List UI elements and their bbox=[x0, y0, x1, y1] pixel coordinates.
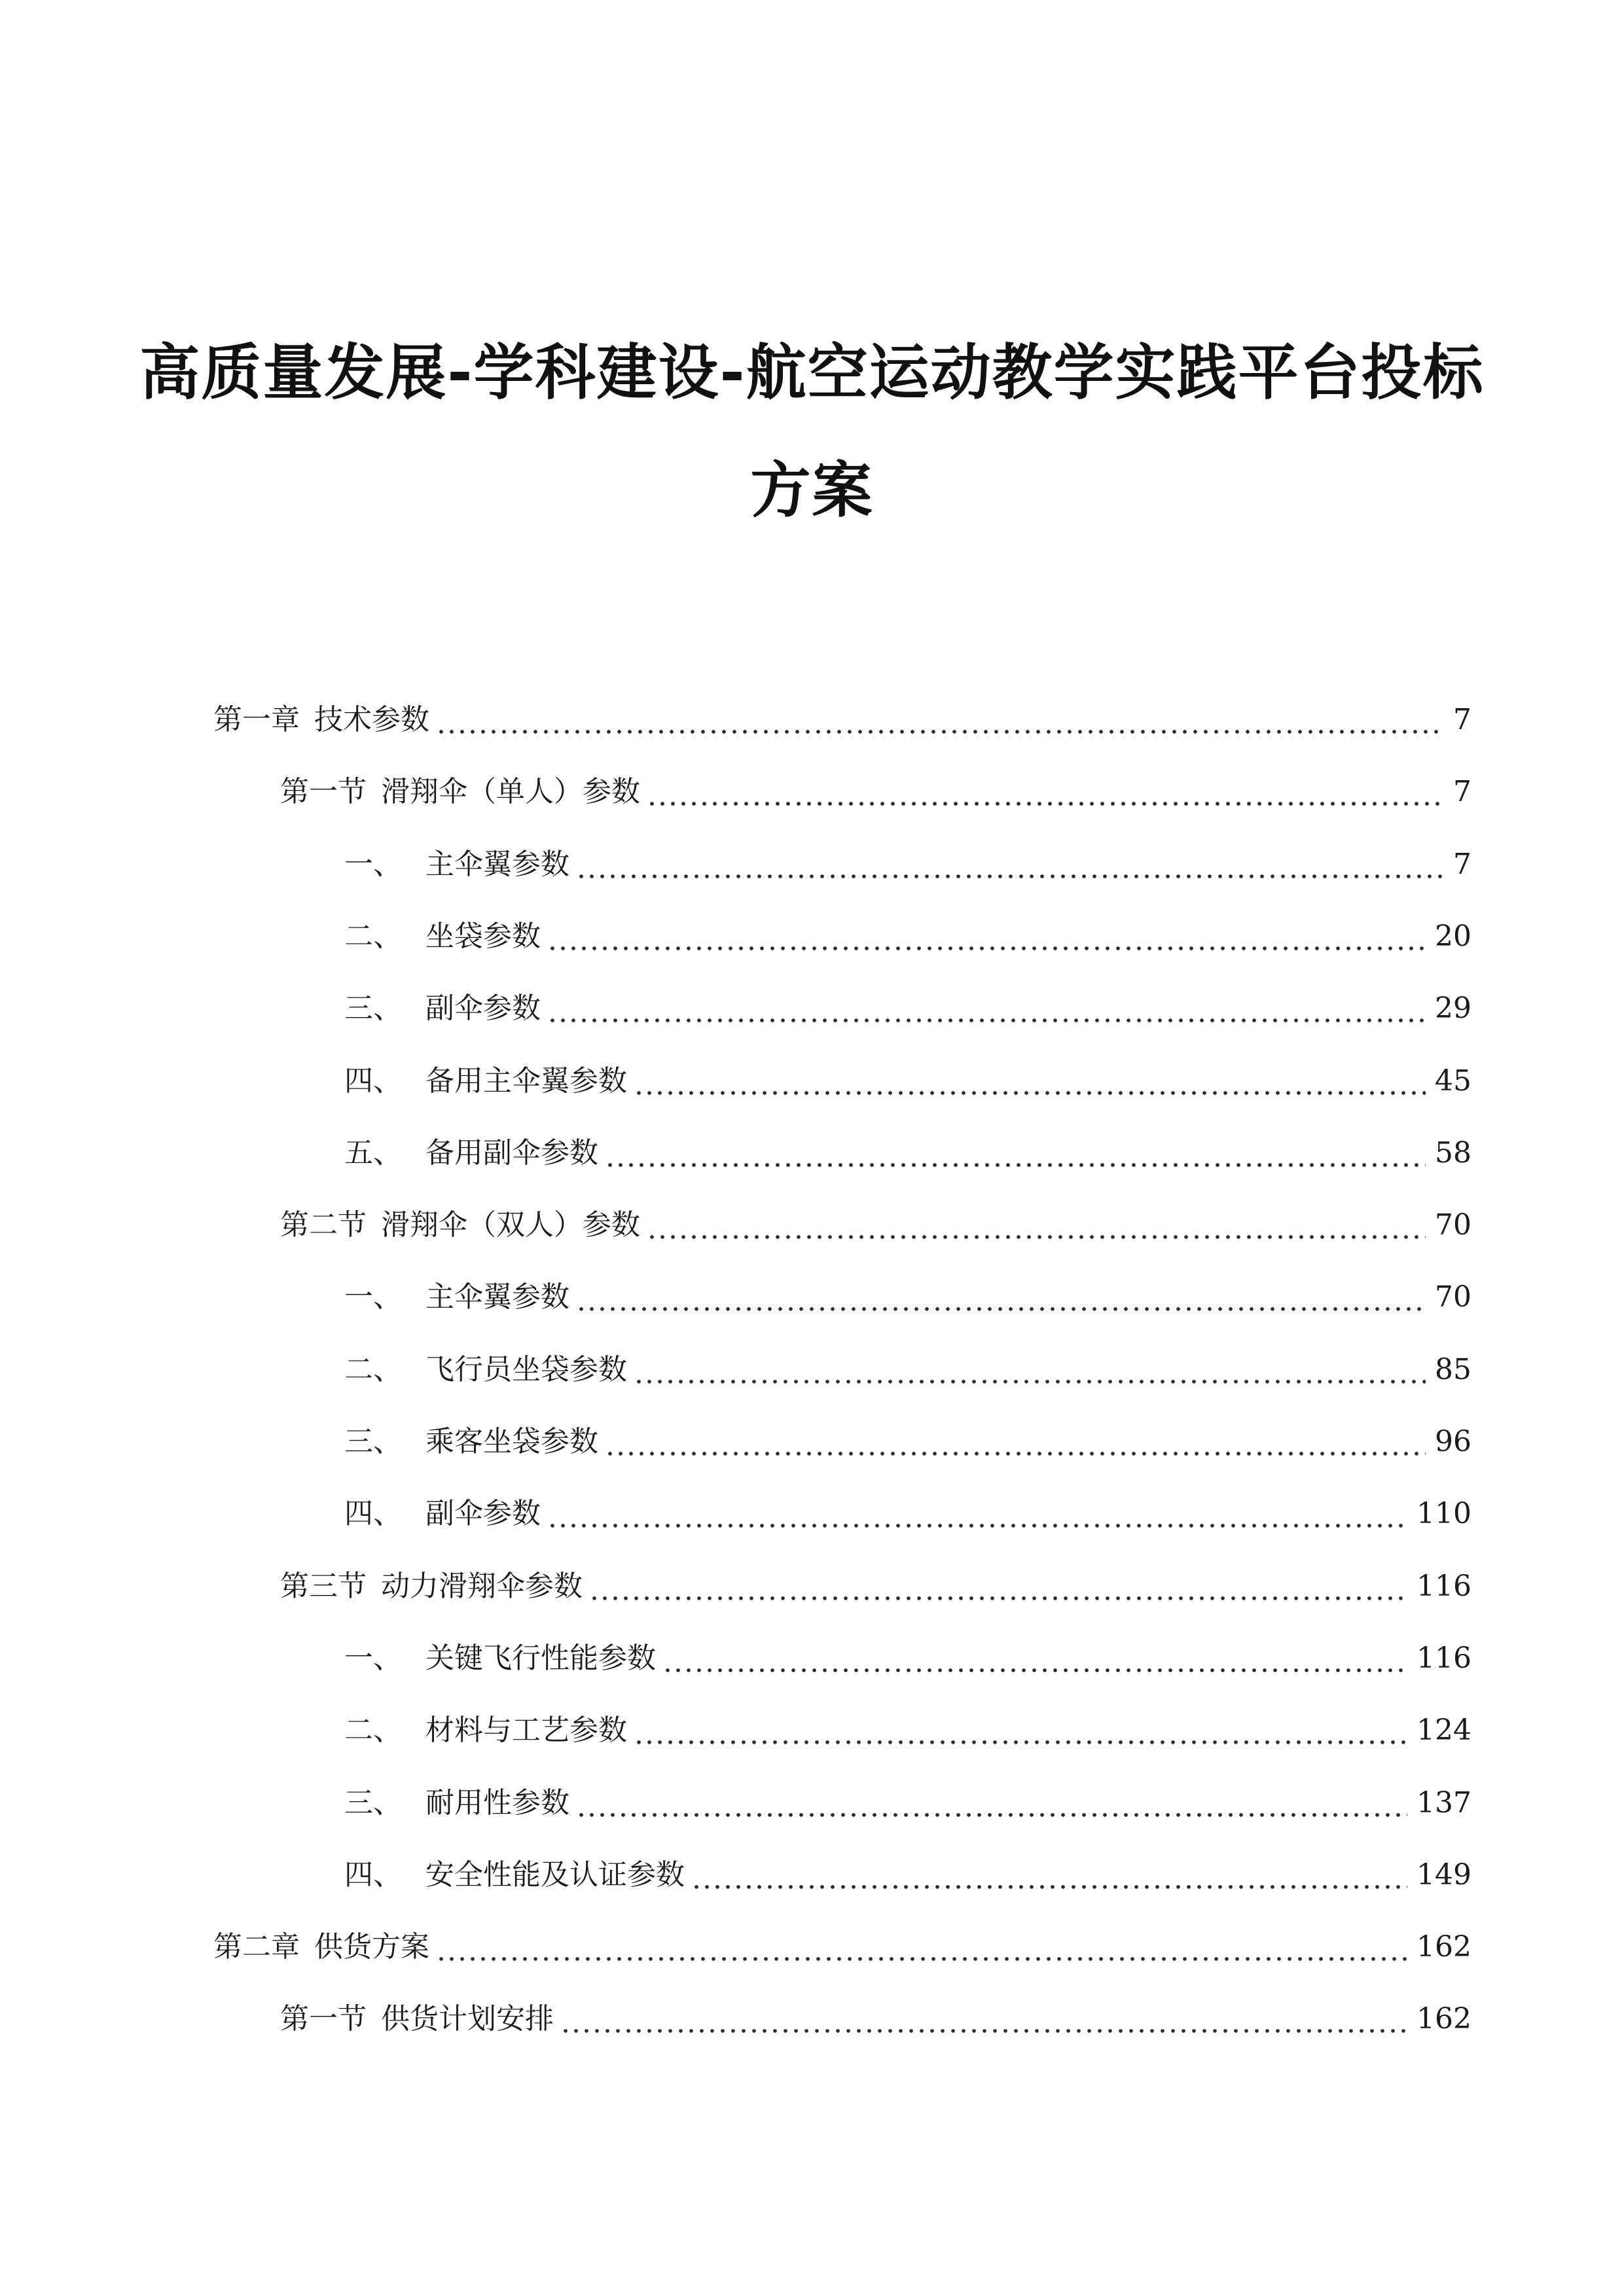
toc-entry[interactable] bbox=[344, 1632, 1471, 1685]
toc-entry[interactable] bbox=[344, 1704, 1471, 1757]
toc-entry-label bbox=[344, 1777, 569, 1829]
toc-entry-label bbox=[344, 1704, 627, 1757]
toc-page-number: 20 bbox=[1435, 919, 1471, 953]
toc-entry-number: 一、 bbox=[344, 1280, 402, 1314]
toc-page-number: 124 bbox=[1416, 1713, 1471, 1748]
toc-entry-label bbox=[280, 1199, 640, 1251]
toc-dot-leader bbox=[634, 1067, 1426, 1096]
toc-entry-number: 三、 bbox=[344, 1785, 402, 1820]
toc-entry-text: 动力滑翔伞参数 bbox=[381, 1569, 583, 1603]
toc-page-number: 162 bbox=[1416, 1930, 1471, 1964]
toc-entry-number: 第二章 bbox=[213, 1930, 300, 1964]
toc-dot-leader bbox=[691, 1861, 1407, 1890]
toc-entry[interactable] bbox=[280, 1993, 1471, 2045]
toc-entry[interactable] bbox=[344, 1271, 1471, 1323]
toc-entry[interactable] bbox=[344, 1849, 1471, 1901]
toc-entry-number: 一、 bbox=[344, 1641, 402, 1675]
toc-entry-number: 三、 bbox=[344, 992, 402, 1026]
toc-entry-text: 副伞参数 bbox=[425, 1497, 541, 1531]
toc-entry-label bbox=[280, 766, 640, 818]
toc-entry-text: 飞行员坐袋参数 bbox=[425, 1352, 627, 1386]
toc-dot-leader bbox=[662, 1644, 1407, 1673]
toc-entry-number: 四、 bbox=[344, 1064, 402, 1098]
toc-entry-label bbox=[344, 838, 569, 891]
toc-entry[interactable] bbox=[213, 694, 1471, 746]
toc-dot-leader bbox=[576, 1789, 1407, 1818]
toc-page-number: 7 bbox=[1453, 703, 1471, 736]
toc-entry-text: 主伞翼参数 bbox=[425, 847, 569, 881]
toc-entry[interactable] bbox=[213, 1921, 1471, 1973]
toc-entry[interactable] bbox=[280, 1199, 1471, 1251]
toc-entry-text: 滑翔伞（双人）参数 bbox=[381, 1208, 640, 1242]
toc-entry[interactable] bbox=[344, 982, 1471, 1035]
document-title-line-1: 高质量发展-学科建设-航空运动教学实践平台投标 bbox=[139, 338, 1485, 408]
toc-entry-label bbox=[280, 1560, 583, 1613]
toc-entry[interactable] bbox=[280, 1560, 1471, 1613]
toc-page-number: 7 bbox=[1453, 847, 1471, 881]
toc-page-number: 70 bbox=[1435, 1280, 1471, 1314]
toc-entry-number: 第三节 bbox=[280, 1569, 367, 1603]
toc-entry-number: 四、 bbox=[344, 1497, 402, 1531]
toc-entry-number: 四、 bbox=[344, 1857, 402, 1892]
toc-dot-leader bbox=[589, 1572, 1407, 1601]
toc-dot-leader bbox=[576, 1283, 1426, 1312]
toc-entry-number: 第一节 bbox=[280, 2002, 367, 2036]
toc-entry-number: 第一节 bbox=[280, 775, 367, 809]
toc-entry-text: 耐用性参数 bbox=[425, 1785, 569, 1820]
toc-entry[interactable] bbox=[344, 1416, 1471, 1468]
toc-entry[interactable] bbox=[344, 1344, 1471, 1396]
toc-entry[interactable] bbox=[344, 838, 1471, 891]
toc-dot-leader bbox=[647, 778, 1443, 806]
toc-entry-label bbox=[344, 1271, 569, 1323]
toc-dot-leader bbox=[547, 1499, 1407, 1528]
toc-entry-number: 二、 bbox=[344, 919, 402, 953]
toc-entry-label bbox=[344, 1127, 598, 1179]
toc-entry-number: 三、 bbox=[344, 1425, 402, 1458]
toc-dot-leader bbox=[547, 922, 1426, 951]
toc-entry[interactable] bbox=[280, 766, 1471, 818]
toc-dot-leader bbox=[576, 850, 1443, 879]
toc-entry-label bbox=[344, 982, 541, 1035]
toc-entry-text: 坐袋参数 bbox=[425, 919, 541, 953]
toc-dot-leader bbox=[436, 706, 1443, 734]
toc-page-number: 7 bbox=[1453, 775, 1471, 809]
toc-entry-text: 供货计划安排 bbox=[381, 2002, 554, 2036]
toc-page-number: 45 bbox=[1435, 1064, 1471, 1098]
toc-entry[interactable] bbox=[344, 1488, 1471, 1540]
toc-page-number: 96 bbox=[1435, 1425, 1471, 1458]
toc-entry-text: 安全性能及认证参数 bbox=[425, 1857, 685, 1892]
toc-page-number: 116 bbox=[1416, 1641, 1471, 1675]
toc-entry[interactable] bbox=[344, 1055, 1471, 1107]
toc-entry-label bbox=[344, 1055, 627, 1107]
toc-page-number: 85 bbox=[1435, 1352, 1471, 1386]
toc-entry-text: 供货方案 bbox=[314, 1930, 429, 1964]
toc-entry-text: 主伞翼参数 bbox=[425, 1280, 569, 1314]
toc-entry-number: 一、 bbox=[344, 847, 402, 881]
toc-entry[interactable] bbox=[344, 1777, 1471, 1829]
toc-entry-text: 关键飞行性能参数 bbox=[425, 1641, 656, 1675]
toc-entry-label bbox=[344, 1488, 541, 1540]
toc-dot-leader bbox=[647, 1211, 1426, 1240]
toc-entry-text: 备用主伞翼参数 bbox=[425, 1064, 627, 1098]
toc-page-number: 29 bbox=[1435, 992, 1471, 1026]
toc-entry-label bbox=[344, 910, 541, 963]
toc-dot-leader bbox=[634, 1716, 1407, 1745]
toc-page-number: 162 bbox=[1416, 2002, 1471, 2036]
toc-entry-text: 滑翔伞（单人）参数 bbox=[381, 775, 640, 809]
toc-page-number: 110 bbox=[1416, 1497, 1471, 1531]
toc-dot-leader bbox=[605, 1139, 1426, 1168]
toc-entry[interactable] bbox=[344, 1127, 1471, 1179]
toc-page-number: 70 bbox=[1435, 1208, 1471, 1242]
toc-entry-label bbox=[213, 694, 429, 746]
toc-entry-text: 材料与工艺参数 bbox=[425, 1713, 627, 1748]
toc-entry-text: 技术参数 bbox=[314, 703, 429, 736]
document-title-line-2: 方案 bbox=[750, 456, 874, 526]
toc-entry-label bbox=[344, 1344, 627, 1396]
toc-dot-leader bbox=[560, 2005, 1407, 2034]
toc-page-number: 116 bbox=[1416, 1569, 1471, 1603]
toc-entry-text: 备用副伞参数 bbox=[425, 1136, 598, 1170]
toc-entry-number: 二、 bbox=[344, 1352, 402, 1386]
toc-entry[interactable] bbox=[344, 910, 1471, 963]
toc-entry-number: 二、 bbox=[344, 1713, 402, 1748]
toc-dot-leader bbox=[436, 1933, 1407, 1962]
toc-entry-label bbox=[213, 1921, 429, 1973]
toc-entry-label bbox=[344, 1416, 598, 1468]
toc-entry-number: 第二节 bbox=[280, 1208, 367, 1242]
toc-page-number: 137 bbox=[1416, 1785, 1471, 1820]
toc-entry-text: 乘客坐袋参数 bbox=[425, 1425, 598, 1458]
toc-entry-number: 五、 bbox=[344, 1136, 402, 1170]
toc-entry-number: 第一章 bbox=[213, 703, 300, 736]
toc-dot-leader bbox=[547, 994, 1426, 1023]
toc-entry-label bbox=[344, 1849, 685, 1901]
toc-entry-text: 副伞参数 bbox=[425, 992, 541, 1026]
toc-dot-leader bbox=[634, 1355, 1426, 1384]
toc-page-number: 149 bbox=[1416, 1857, 1471, 1892]
toc-entry-label bbox=[344, 1632, 656, 1685]
toc-page-number: 58 bbox=[1435, 1136, 1471, 1170]
toc-entry-label bbox=[280, 1993, 554, 2045]
toc-dot-leader bbox=[605, 1427, 1426, 1456]
